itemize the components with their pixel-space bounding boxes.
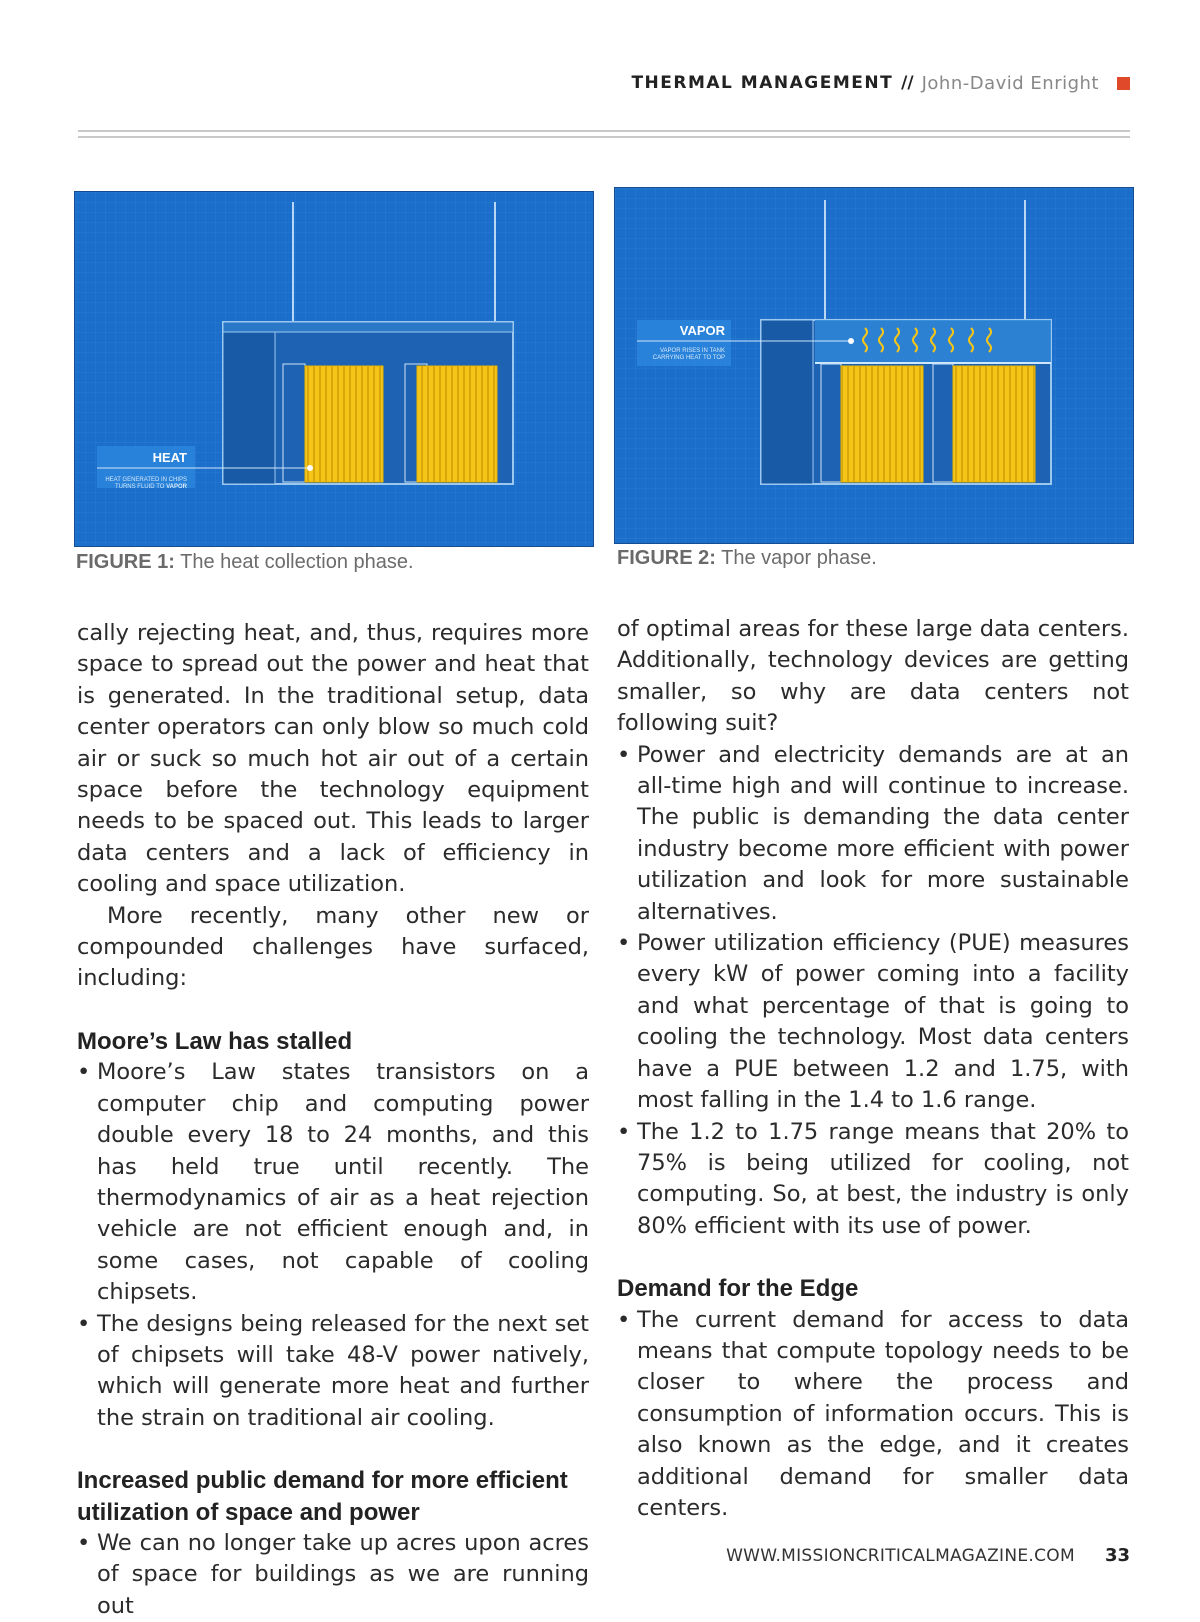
figure-1-label: FIGURE 1: [76,551,175,573]
figure-2-callout-title: VAPOR [679,323,725,338]
body-paragraph: cally rejecting heat, and, thus, requires more space to spread out the power and heat that is generated. In the traditional setup, data center operators can only blow so much cold air or suck so much hot air out of a certain space before the technology equipment needs to be spaced out. This leads to larger data centers and a lack of efficiency in cooling and space utilization. [77,620,589,898]
section-title: THERMAL MANAGEMENT [631,73,894,93]
right-column [617,614,1129,1524]
figure-2-callout-line-2: CARRYING HEAT TO TOP [652,355,725,361]
bullet-item: • The designs being released for the next set of chipsets will take 48-V power natively, which will generate more heat and further the strain on traditional air cooling. [77,1309,589,1435]
page-number: 33 [1104,1545,1130,1566]
accent-square [1117,77,1130,90]
figure-1-callout-line-1: HEAT GENERATED IN CHIPS [105,477,187,483]
figure-1-caption-text: The heat collection phase. [180,551,414,573]
figure-1-image [74,191,594,547]
body-paragraph: More recently, many other new or compounded challenges have surfaced, including: [77,902,589,992]
figure-2-callout-line-1: VAPOR RISES IN TANK [659,348,725,354]
bullet-list [617,1305,1129,1525]
bullet-list [617,740,1129,1243]
bullet-item: • Power utilization efficiency (PUE) measures every kW of power coming into a facility and what percentage of that is going to cooling the technology. Most data centers have a PUE between 1.2 and 1.75, with most falling in the 1.4 to 1.6 range. [617,928,1129,1116]
author-name: John-David Enright [921,72,1099,94]
bullet-item: • We can no longer take up acres upon acres of space for buildings as we are running out [77,1528,589,1622]
magazine-url[interactable]: WWW.MISSIONCRITICALMAGAZINE.COM [726,1546,1075,1566]
subheading-public-demand: Increased public demand for more efficient utilization of space and power [77,1467,568,1526]
header-rule-top [78,130,1130,132]
running-header [631,70,1130,96]
bullet-item: • Moore’s Law states transistors on a computer chip and computing power double every 18 to 24 months, and this has held true until recently. The thermodynamics of air as a heat rejection vehicle are not efficient enough and, in some cases, not capable of cooling chipsets. [77,1057,589,1308]
bullet-item: • The current demand for access to data means that compute topology needs to be closer to where the process and consumption of information occurs. This is also known as the edge, and it creates additional demand for smaller data centers. [617,1305,1129,1525]
figure-1-callout-line-2: TURNS FLUID TO VAPOR [114,484,187,490]
figure-2-label: FIGURE 2: [617,547,716,569]
figure-2-caption [617,547,877,570]
header-separator: // [901,73,914,93]
figure-1-caption [76,551,414,574]
figure-2-caption-text: The vapor phase. [721,547,877,569]
bullet-item: • The 1.2 to 1.75 range means that 20% to 75% is being utilized for cooling, not computing. So, at best, the industry is only 80% efficient with its use of power. [617,1117,1129,1243]
bullet-item: • Power and electricity demands are at an all-time high and will continue to increase. The public is demanding the data center industry become more efficient with power utilization and look for more sustainable alternatives. [617,740,1129,928]
figure-2-image [614,187,1134,544]
subheading-edge-demand: Demand for the Edge [617,1275,859,1303]
left-column [77,618,589,1622]
bullet-list [77,1057,589,1434]
figure-1-callout-title: HEAT [152,450,187,465]
continued-bullet-text: of optimal areas for these large data centers. Additionally, technology devices are getting smaller, so why are data centers not following suit? [617,616,1129,737]
header-rule-bottom [78,136,1130,138]
page-footer [726,1545,1130,1566]
subheading-moores-law: Moore’s Law has stalled [77,1027,353,1055]
bullet-list [77,1528,589,1622]
